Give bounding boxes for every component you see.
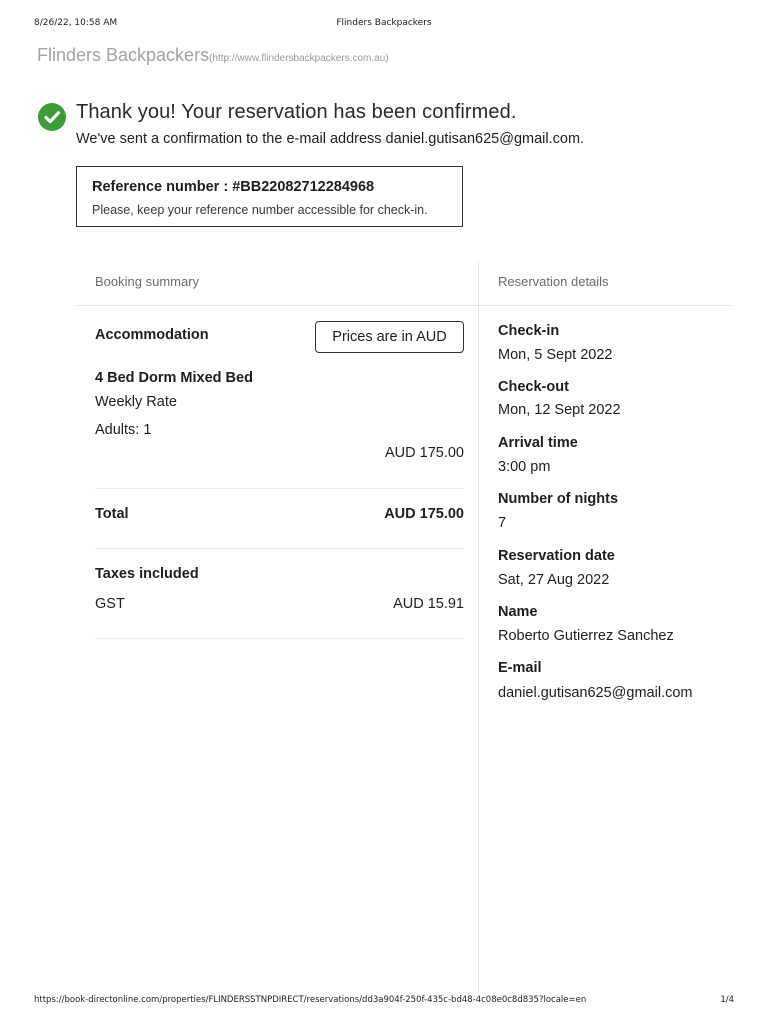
detail-value-name: Roberto Gutierrez Sanchez (498, 628, 674, 644)
room-price: AUD 175.00 (385, 445, 464, 461)
detail-label-check-in: Check-in (498, 323, 560, 339)
tax-name: GST (95, 596, 125, 612)
reservation-details-heading: Reservation details (498, 274, 609, 289)
detail-value-check-out: Mon, 12 Sept 2022 (498, 402, 621, 418)
detail-label-nights: Number of nights (498, 491, 619, 507)
tax-amount: AUD 15.91 (393, 596, 464, 612)
accommodation-label: Accommodation (95, 327, 209, 343)
reference-note: Please, keep your reference number accessible for check-in. (92, 203, 428, 217)
column-divider (478, 262, 479, 992)
check-circle-icon (38, 103, 66, 131)
total-label: Total (95, 506, 129, 522)
detail-value-reservation-date: Sat, 27 Aug 2022 (498, 572, 610, 588)
confirmation-title: Thank you! Your reservation has been confirmed. (76, 101, 517, 123)
print-header (34, 18, 734, 32)
detail-label-name: Name (498, 604, 538, 620)
row-divider (95, 488, 464, 489)
detail-label-reservation-date: Reservation date (498, 548, 615, 564)
reference-box (76, 166, 463, 227)
room-rate: Weekly Rate (95, 394, 177, 410)
brand-header (37, 45, 389, 66)
detail-value-email: daniel.gutisan625@gmail.com (498, 685, 693, 701)
row-divider (95, 638, 464, 639)
reference-number: Reference number : #BB22082712284968 (92, 179, 375, 195)
detail-value-check-in: Mon, 5 Sept 2022 (498, 347, 613, 363)
print-title: Flinders Backpackers (336, 18, 432, 28)
detail-value-nights: 7 (498, 515, 507, 531)
confirmation-message: We've sent a confirmation to the e-mail address daniel.gutisan625@gmail.com. (76, 131, 585, 147)
print-footer (34, 995, 734, 1009)
section-divider (76, 305, 732, 306)
detail-label-arrival-time: Arrival time (498, 435, 578, 451)
row-divider (95, 548, 464, 549)
detail-value-arrival-time: 3:00 pm (498, 459, 551, 475)
taxes-label: Taxes included (95, 566, 199, 582)
brand-url[interactable]: (http://www.flindersbackpackers.com.au) (209, 53, 389, 64)
room-name: 4 Bed Dorm Mixed Bed (95, 370, 253, 386)
total-amount: AUD 175.00 (384, 506, 464, 522)
booking-summary-heading: Booking summary (95, 274, 200, 289)
detail-label-check-out: Check-out (498, 379, 569, 395)
print-footer-url: https://book-directonline.com/properties/FLINDERSSTNPDIRECT/reservations/dd3a904f-250f-435c-bd48-4c08e0c8d835?locale=en (34, 995, 587, 1005)
print-datetime: 8/26/22, 10:58 AM (34, 18, 118, 28)
page-number: 1/4 (720, 995, 734, 1005)
detail-label-email: E-mail (498, 660, 542, 676)
room-guests: Adults: 1 (95, 422, 152, 438)
currency-button[interactable]: Prices are in AUD (315, 321, 464, 353)
brand-name[interactable]: Flinders Backpackers (37, 45, 210, 65)
